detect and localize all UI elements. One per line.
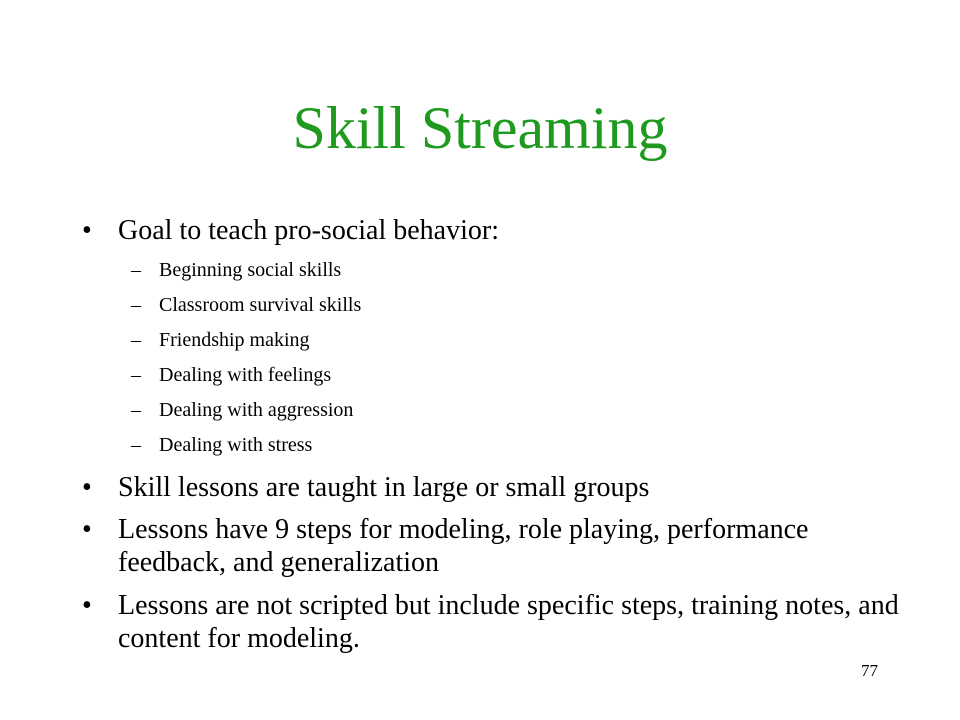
bullet-item — [82, 471, 902, 504]
dash-icon: – — [131, 259, 141, 281]
bullet-text: Lessons have 9 steps for modeling, role playing, performance feedback, and generalization — [118, 514, 809, 578]
sub-item-text: Friendship making — [159, 329, 310, 351]
sub-item — [131, 292, 891, 318]
dash-icon: – — [131, 294, 141, 316]
sub-item — [131, 362, 891, 388]
page-number: 77 — [861, 661, 878, 680]
sub-item — [131, 432, 891, 458]
dash-icon: – — [131, 364, 141, 386]
bullet-item — [82, 589, 902, 655]
bullet-text: Skill lessons are taught in large or small groups — [118, 472, 650, 503]
dash-icon: – — [131, 329, 141, 351]
bullet-dot-icon: • — [82, 590, 92, 621]
sub-item — [131, 327, 891, 353]
sub-item-text: Dealing with stress — [159, 434, 313, 456]
sub-item — [131, 397, 891, 423]
dash-icon: – — [131, 399, 141, 421]
sub-item-text: Dealing with feelings — [159, 364, 332, 386]
bullet-dot-icon: • — [82, 514, 92, 545]
bullet-text: Lessons are not scripted but include specific steps, training notes, and content for modeling. — [118, 590, 899, 654]
sub-item-text: Beginning social skills — [159, 259, 342, 281]
bullet-dot-icon: • — [82, 215, 92, 246]
sub-item-text: Classroom survival skills — [159, 294, 362, 316]
sub-item — [131, 257, 891, 283]
bullet-text: Goal to teach pro-social behavior: — [118, 215, 499, 246]
bullet-item — [82, 513, 902, 579]
dash-icon: – — [131, 434, 141, 456]
bullet-dot-icon: • — [82, 472, 92, 503]
bullet-item — [82, 214, 902, 247]
slide-title: Skill Streaming — [292, 95, 668, 161]
sub-item-text: Dealing with aggression — [159, 399, 354, 421]
